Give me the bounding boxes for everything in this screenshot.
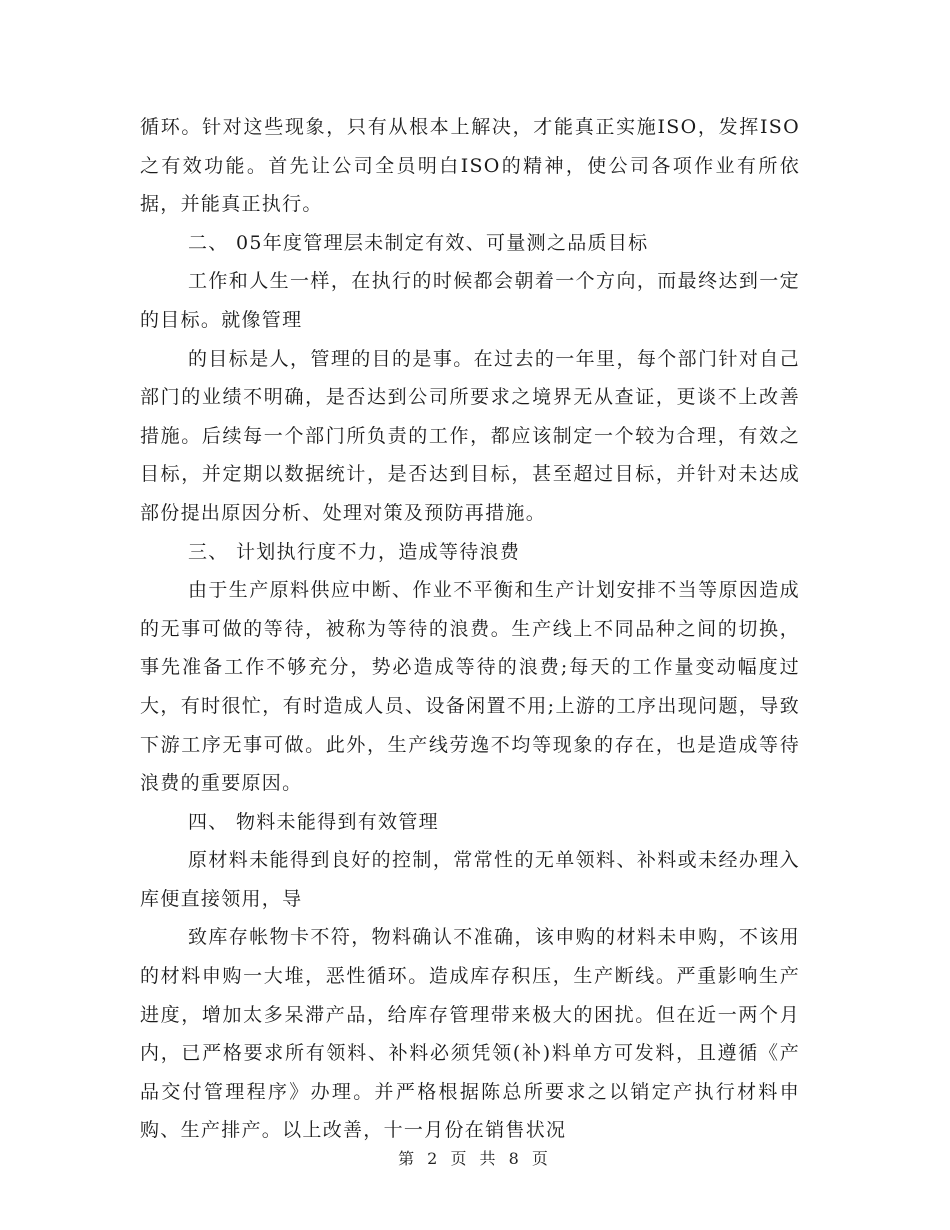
section-heading-3: 三、 计划执行度不力，造成等待浪费 <box>188 540 521 563</box>
paragraph-6: 致库存帐物卡不符，物料确认不准确，该申购的材料未申购，不该用的材料申购一大堆，恶性循环。造成库存积压，生产断线。严重影响生产进度，增加太多呆滞产品，给库存管理带来极大的困扰。但在近一两个月内，已严格要求所有领料、补料必须凭领(补)料单方可发料，且遵循《产品交付管理程序》办理。并严格根据陈总所要求之以销定产执行材料申购、生产排产。以上改善，十一月份在销售状况 <box>140 926 800 1142</box>
page-number-footer: 第 2 页 共 8 页 <box>398 1149 552 1168</box>
section-heading-2: 二、 05年度管理层未制定有效、可量测之品质目标 <box>188 231 649 254</box>
paragraph-2: 工作和人生一样，在执行的时候都会朝着一个方向，而最终达到一定的目标。就像管理 <box>140 270 800 331</box>
paragraph-1: 循环。针对这些现象，只有从根本上解决，才能真正实施ISO，发挥ISO之有效功能。首先让公司全员明白ISO的精神，使公司各项作业有所依据，并能真正执行。 <box>140 116 800 216</box>
paragraph-3: 的目标是人，管理的目的是事。在过去的一年里，每个部门针对自己部门的业绩不明确，是否达到公司所要求之境界无从查证，更谈不上改善措施。后续每一个部门所负责的工作，都应该制定一个较为合理，有效之目标，并定期以数据统计，是否达到目标，甚至超过目标，并针对未达成部份提出原因分析、处理对策及预防再措施。 <box>140 347 800 524</box>
paragraph-5: 原材料未能得到良好的控制，常常性的无单领料、补料或未经办理入库便直接领用，导 <box>140 849 800 910</box>
paragraph-4: 由于生产原料供应中断、作业不平衡和生产计划安排不当等原因造成的无事可做的等待，被称为等待的浪费。生产线上不同品种之间的切换，事先准备工作不够充分，势必造成等待的浪费;每天的工作量变动幅度过大，有时很忙，有时造成人员、设备闲置不用;上游的工序出现问题，导致下游工序无事可做。此外，生产线劳逸不均等现象的存在，也是造成等待浪费的重要原因。 <box>140 579 800 795</box>
section-heading-4: 四、 物料未能得到有效管理 <box>188 810 439 833</box>
document-body <box>140 108 800 1150</box>
